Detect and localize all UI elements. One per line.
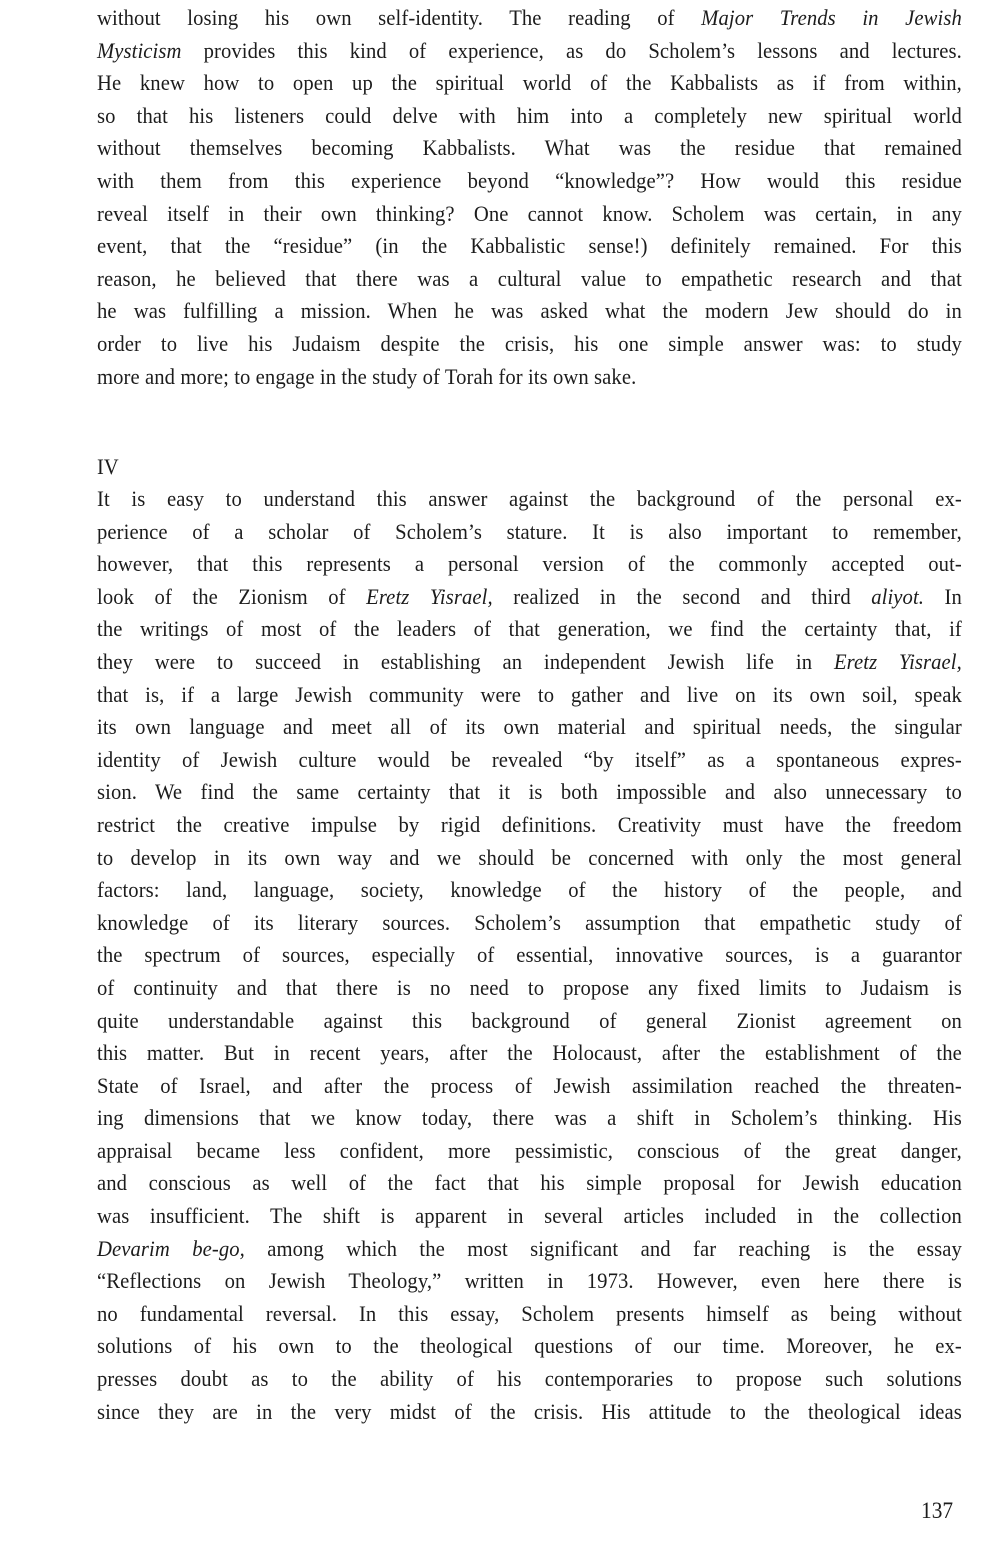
text-line — [97, 874, 962, 907]
text-line — [97, 100, 962, 133]
text-segment: identity of Jewish culture would be revealed “by itself” as a spontaneous expres- — [97, 746, 962, 772]
text-line — [97, 516, 962, 549]
text-segment: knowledge of its literary sources. Scholem’s assumption that empathetic study of — [97, 909, 962, 935]
text-line — [97, 1135, 962, 1168]
text-line — [97, 35, 962, 68]
text-line — [97, 1037, 962, 1070]
text-line — [97, 1200, 962, 1233]
text-segment: solutions of his own to the theological questions of our time. Moreover, he ex- — [97, 1333, 962, 1359]
text-segment: factors: land, language, society, knowledge of the history of the people, and — [97, 877, 962, 903]
text-line — [97, 198, 962, 231]
text-segment: so that his listeners could delve with him into a completely new spiritual world — [97, 102, 962, 128]
text-line — [97, 1363, 962, 1396]
text-line — [97, 483, 962, 516]
text-segment: its own language and meet all of its own material and spiritual needs, the singular — [97, 714, 962, 740]
text-line — [97, 1330, 962, 1363]
text-segment: this matter. But in recent years, after the Holocaust, after the establishment of the — [97, 1040, 962, 1066]
text-segment: presses doubt as to the ability of his contemporaries to propose such solutions — [97, 1366, 962, 1392]
italic-text: Eretz Yisrael, — [366, 583, 493, 609]
text-segment: more and more; to engage in the study of Torah for its own sake. — [97, 363, 637, 389]
text-segment: provides this kind of experience, as do Scholem’s lessons and lectures. — [181, 37, 962, 63]
text-line — [97, 581, 962, 614]
text-line — [97, 907, 962, 940]
text-segment: He knew how to open up the spiritual world of the Kabbalists as if from within, — [97, 70, 962, 96]
text-segment: In — [924, 583, 962, 609]
text-segment: quite understandable against this background of general Zionist agreement on — [97, 1007, 962, 1033]
text-line — [97, 1005, 962, 1038]
text-segment: event, that the “residue” (in the Kabbalistic sense!) definitely remained. For this — [97, 233, 962, 259]
text-segment: “Reflections on Jewish Theology,” written in 1973. However, even here there is — [97, 1268, 962, 1294]
text-line — [97, 939, 962, 972]
text-segment: the spectrum of sources, especially of essential, innovative sources, is a guarantor — [97, 942, 962, 968]
text-line — [97, 1102, 962, 1135]
text-line — [97, 809, 962, 842]
text-line — [97, 295, 962, 328]
text-line — [97, 776, 962, 809]
text-segment: and conscious as well of the fact that his simple proposal for Jewish education — [97, 1170, 962, 1196]
text-segment: look of the Zionism of — [97, 583, 367, 609]
text-segment: however, that this represents a personal version of the commonly accepted out- — [97, 551, 962, 577]
text-segment: order to live his Judaism despite the crisis, his one simple answer was: to study — [97, 330, 962, 356]
text-segment: without losing his own self-identity. The reading of — [97, 5, 702, 30]
text-segment: with them from this experience beyond “knowledge”? How would this residue — [97, 167, 962, 193]
text-segment: he was fulfilling a mission. When he was asked what the modern Jew should do in — [97, 298, 962, 324]
text-segment: ing dimensions that we know today, there was a shift in Scholem’s thinking. His — [97, 1105, 962, 1131]
italic-text: Eretz Yisrael, — [833, 648, 962, 674]
italic-text: Major Trends in Jewish — [701, 5, 962, 30]
text-line — [97, 1396, 962, 1429]
italic-text: Mysticism — [97, 37, 182, 63]
text-segment: was insufficient. The shift is apparent in several articles included in the collection — [97, 1203, 962, 1229]
text-segment: sion. We find the same certainty that it is both impossible and also unnecessary to — [97, 779, 962, 805]
text-line — [97, 1265, 962, 1298]
text-segment: State of Israel, and after the process of Jewish assimilation reached the threaten- — [97, 1072, 962, 1098]
text-line — [97, 1233, 962, 1266]
text-segment: It is easy to understand this answer against the background of the personal ex- — [97, 486, 962, 511]
section-paragraph — [97, 483, 962, 1428]
text-segment: since they are in the very midst of the crisis. His attitude to the theological ideas — [97, 1398, 962, 1424]
text-segment: they were to succeed in establishing an independent Jewish life in — [97, 648, 834, 674]
text-segment: to develop in its own way and we should be concerned with only the most general — [97, 844, 962, 870]
text-line — [97, 2, 962, 35]
section-heading: IV — [97, 454, 119, 479]
text-line — [97, 328, 962, 361]
text-segment: among which the most significant and far reaching is the essay — [244, 1235, 962, 1261]
text-line — [97, 230, 962, 263]
text-line — [97, 679, 962, 712]
text-line — [97, 646, 962, 679]
text-segment: restrict the creative impulse by rigid definitions. Creativity must have the freedom — [97, 811, 962, 837]
text-line — [97, 132, 962, 165]
text-segment: without themselves becoming Kabbalists. What was the residue that remained — [97, 135, 962, 161]
text-line — [97, 165, 962, 198]
text-line — [97, 1298, 962, 1331]
paragraph-continued — [97, 2, 962, 393]
text-line — [97, 263, 962, 296]
text-segment: realized in the second and third — [492, 583, 872, 609]
text-line — [97, 711, 962, 744]
text-line — [97, 1167, 962, 1200]
text-line — [97, 972, 962, 1005]
text-segment: the writings of most of the leaders of that generation, we find the certainty that, if — [97, 616, 962, 642]
text-line — [97, 1070, 962, 1103]
text-segment: perience of a scholar of Scholem’s stature. It is also important to remember, — [97, 518, 962, 544]
text-line — [97, 613, 962, 646]
text-line — [97, 744, 962, 777]
italic-text: aliyot. — [871, 583, 925, 609]
text-line — [97, 548, 962, 581]
text-line — [97, 842, 962, 875]
text-segment: reason, he believed that there was a cultural value to empathetic research and that — [97, 265, 962, 291]
italic-text: Devarim be-go, — [97, 1235, 245, 1261]
text-segment: that is, if a large Jewish community were to gather and live on its own soil, speak — [97, 681, 962, 707]
page-number: 137 — [921, 1498, 954, 1523]
text-segment: reveal itself in their own thinking? One cannot know. Scholem was certain, in any — [97, 200, 962, 226]
text-segment: appraisal became less confident, more pessimistic, conscious of the great danger, — [97, 1137, 962, 1163]
text-line — [97, 67, 962, 100]
text-segment: of continuity and that there is no need to propose any fixed limits to Judaism is — [97, 974, 962, 1000]
text-segment: no fundamental reversal. In this essay, Scholem presents himself as being without — [97, 1300, 962, 1326]
text-line — [97, 361, 962, 394]
